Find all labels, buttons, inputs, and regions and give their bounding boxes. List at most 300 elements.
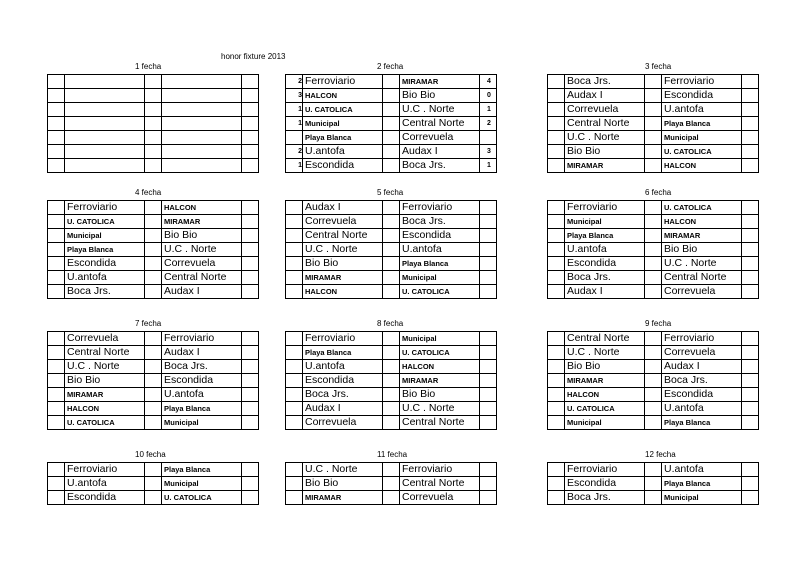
away-team: Municipal — [162, 477, 242, 491]
score-cell — [242, 491, 259, 505]
home-team: Bio Bio — [303, 477, 383, 491]
score-cell — [145, 75, 162, 89]
score-cell — [48, 271, 65, 285]
score-cell — [145, 103, 162, 117]
score-cell — [145, 257, 162, 271]
table-row — [48, 131, 259, 145]
table-row — [48, 332, 259, 346]
score-cell — [548, 229, 565, 243]
home-score: 3 — [286, 89, 303, 103]
score-cell — [645, 257, 662, 271]
table-row — [48, 159, 259, 173]
home-team: Escondida — [565, 477, 645, 491]
home-team: Boca Jrs. — [565, 75, 645, 89]
home-team: U.C . Norte — [303, 243, 383, 257]
score-cell — [286, 402, 303, 416]
score-cell — [645, 131, 662, 145]
score-cell — [645, 360, 662, 374]
home-team: U. CATOLICA — [65, 215, 145, 229]
home-team — [65, 89, 145, 103]
table-row — [48, 374, 259, 388]
score-cell — [286, 416, 303, 430]
score-cell — [242, 243, 259, 257]
spacer-cell — [383, 131, 400, 145]
score-cell — [242, 75, 259, 89]
table-row — [286, 89, 497, 103]
table-row — [548, 75, 759, 89]
table-row — [286, 360, 497, 374]
score-cell — [548, 159, 565, 173]
score-cell — [742, 477, 759, 491]
away-team: Central Norte — [400, 416, 480, 430]
score-cell — [48, 332, 65, 346]
table-row — [286, 388, 497, 402]
table-row — [48, 491, 259, 505]
away-team: Ferroviario — [400, 463, 480, 477]
score-cell — [48, 360, 65, 374]
score-cell — [48, 477, 65, 491]
home-team: Correvuela — [303, 416, 383, 430]
score-cell — [48, 374, 65, 388]
score-cell — [645, 75, 662, 89]
score-cell — [48, 89, 65, 103]
score-cell — [145, 477, 162, 491]
score-cell — [242, 131, 259, 145]
away-team: U.antofa — [400, 243, 480, 257]
table-row — [548, 243, 759, 257]
score-cell — [48, 159, 65, 173]
home-team — [65, 159, 145, 173]
home-team: Escondida — [303, 159, 383, 173]
score-cell — [48, 229, 65, 243]
table-row — [48, 145, 259, 159]
score-cell — [480, 271, 497, 285]
score-cell — [548, 346, 565, 360]
home-team: Audax I — [565, 89, 645, 103]
home-team: Bio Bio — [565, 145, 645, 159]
away-team — [162, 89, 242, 103]
table-row — [548, 159, 759, 173]
table-row — [548, 229, 759, 243]
table-row — [48, 215, 259, 229]
away-team: HALCON — [662, 215, 742, 229]
home-team: Bio Bio — [565, 360, 645, 374]
away-team: U. CATOLICA — [400, 285, 480, 299]
fixture-table — [47, 462, 259, 505]
score-cell — [242, 89, 259, 103]
home-team: U.C . Norte — [565, 131, 645, 145]
fecha-label: 7 fecha — [135, 319, 162, 328]
score-cell — [48, 117, 65, 131]
score-cell — [145, 416, 162, 430]
score-cell — [383, 416, 400, 430]
score-cell — [548, 145, 565, 159]
score-cell — [548, 271, 565, 285]
fecha-label: 11 fecha — [377, 450, 408, 459]
fixture-table — [285, 200, 497, 299]
score-cell — [645, 145, 662, 159]
score-cell — [383, 285, 400, 299]
home-team: U. CATOLICA — [565, 402, 645, 416]
home-team: Playa Blanca — [303, 131, 383, 145]
score-cell — [548, 477, 565, 491]
spacer-cell — [383, 75, 400, 89]
score-cell — [548, 131, 565, 145]
home-team: Bio Bio — [303, 257, 383, 271]
away-team: Correvuela — [662, 285, 742, 299]
score-cell — [480, 229, 497, 243]
away-team: Playa Blanca — [162, 463, 242, 477]
score-cell — [742, 131, 759, 145]
fecha-label: 2 fecha — [377, 62, 404, 71]
score-cell — [145, 131, 162, 145]
home-team — [65, 75, 145, 89]
home-team: Audax I — [565, 285, 645, 299]
home-team: Escondida — [65, 491, 145, 505]
score-cell — [742, 388, 759, 402]
table-row — [548, 257, 759, 271]
score-cell — [242, 215, 259, 229]
home-team: Bio Bio — [65, 374, 145, 388]
score-cell — [645, 491, 662, 505]
spacer-cell — [383, 89, 400, 103]
score-cell — [645, 388, 662, 402]
table-row — [548, 402, 759, 416]
table-row — [548, 332, 759, 346]
score-cell — [742, 103, 759, 117]
table-row — [48, 201, 259, 215]
score-cell — [742, 89, 759, 103]
score-cell — [548, 75, 565, 89]
fecha-block — [47, 62, 259, 173]
table-row — [48, 257, 259, 271]
home-score: 2 — [286, 145, 303, 159]
fecha-label: 3 fecha — [645, 62, 672, 71]
home-team: Ferroviario — [565, 463, 645, 477]
score-cell — [548, 285, 565, 299]
score-cell — [645, 215, 662, 229]
home-team: MIRAMAR — [303, 271, 383, 285]
score-cell — [48, 201, 65, 215]
away-score: 2 — [480, 117, 497, 131]
home-team: HALCON — [303, 285, 383, 299]
fixture-table — [285, 462, 497, 505]
score-cell — [645, 229, 662, 243]
table-row — [548, 388, 759, 402]
score-cell — [548, 201, 565, 215]
home-team: Boca Jrs. — [303, 388, 383, 402]
score-cell — [742, 285, 759, 299]
score-cell — [145, 145, 162, 159]
score-cell — [48, 75, 65, 89]
fixture-table — [547, 74, 759, 173]
score-cell — [742, 229, 759, 243]
away-team: Boca Jrs. — [400, 215, 480, 229]
table-row — [48, 285, 259, 299]
away-team — [162, 145, 242, 159]
score-cell — [383, 201, 400, 215]
score-cell — [480, 402, 497, 416]
score-cell — [548, 243, 565, 257]
away-team: Audax I — [400, 145, 480, 159]
away-team: Ferroviario — [400, 201, 480, 215]
away-team: U.antofa — [662, 103, 742, 117]
table-row — [48, 229, 259, 243]
table-row — [48, 75, 259, 89]
home-team: Central Norte — [565, 332, 645, 346]
away-team: Boca Jrs. — [662, 374, 742, 388]
score-cell — [383, 463, 400, 477]
table-row — [286, 374, 497, 388]
home-team: U.antofa — [303, 360, 383, 374]
home-team: HALCON — [65, 402, 145, 416]
away-score: 4 — [480, 75, 497, 89]
away-team: MIRAMAR — [400, 75, 480, 89]
home-team: U.antofa — [65, 271, 145, 285]
score-cell — [742, 271, 759, 285]
away-team: Bio Bio — [400, 89, 480, 103]
home-team: Audax I — [303, 201, 383, 215]
table-row — [286, 463, 497, 477]
score-cell — [645, 346, 662, 360]
away-team: MIRAMAR — [662, 229, 742, 243]
away-team: U.antofa — [662, 402, 742, 416]
table-row — [48, 388, 259, 402]
away-team: HALCON — [162, 201, 242, 215]
score-cell — [480, 416, 497, 430]
score-cell — [480, 388, 497, 402]
score-cell — [145, 402, 162, 416]
home-team: Boca Jrs. — [565, 271, 645, 285]
away-team: HALCON — [400, 360, 480, 374]
score-cell — [383, 257, 400, 271]
score-cell — [480, 332, 497, 346]
fixture-table — [547, 462, 759, 505]
fecha-block — [47, 188, 259, 299]
fixture-table — [285, 74, 497, 173]
table-row — [286, 477, 497, 491]
score-cell — [286, 346, 303, 360]
score-cell — [286, 285, 303, 299]
away-team: Ferroviario — [662, 75, 742, 89]
score-cell — [645, 332, 662, 346]
home-team: Ferroviario — [565, 201, 645, 215]
fixture-table — [47, 74, 259, 173]
table-row — [548, 89, 759, 103]
score-cell — [480, 463, 497, 477]
score-cell — [645, 271, 662, 285]
fecha-block — [47, 319, 259, 430]
away-team — [162, 131, 242, 145]
away-team: Boca Jrs. — [162, 360, 242, 374]
away-team: Central Norte — [400, 477, 480, 491]
score-cell — [645, 103, 662, 117]
score-cell — [548, 103, 565, 117]
table-row — [286, 215, 497, 229]
home-team: Correvuela — [565, 103, 645, 117]
away-team: Escondida — [662, 89, 742, 103]
away-team: Escondida — [400, 229, 480, 243]
away-team: U.C . Norte — [662, 257, 742, 271]
score-cell — [548, 388, 565, 402]
away-team: HALCON — [662, 159, 742, 173]
score-cell — [48, 346, 65, 360]
score-cell — [242, 360, 259, 374]
score-cell — [242, 117, 259, 131]
score-cell — [48, 215, 65, 229]
score-cell — [48, 463, 65, 477]
away-team: U.C . Norte — [400, 103, 480, 117]
table-row — [548, 477, 759, 491]
fixture-table — [47, 331, 259, 430]
score-cell — [286, 374, 303, 388]
away-team: Boca Jrs. — [400, 159, 480, 173]
home-team: Ferroviario — [65, 201, 145, 215]
table-row — [548, 103, 759, 117]
score-cell — [742, 201, 759, 215]
away-score — [480, 131, 497, 145]
table-row — [548, 491, 759, 505]
score-cell — [242, 201, 259, 215]
away-team: Audax I — [162, 285, 242, 299]
table-row — [48, 89, 259, 103]
score-cell — [145, 346, 162, 360]
away-team: U. CATOLICA — [662, 201, 742, 215]
away-team: Playa Blanca — [662, 117, 742, 131]
score-cell — [383, 374, 400, 388]
table-row — [548, 416, 759, 430]
fecha-label: 10 fecha — [135, 450, 166, 459]
score-cell — [742, 243, 759, 257]
away-team: Municipal — [662, 491, 742, 505]
score-cell — [383, 477, 400, 491]
score-cell — [286, 360, 303, 374]
score-cell — [742, 117, 759, 131]
away-team: Playa Blanca — [162, 402, 242, 416]
home-team: U.antofa — [303, 145, 383, 159]
away-team: Correvuela — [662, 346, 742, 360]
score-cell — [286, 229, 303, 243]
home-team: Correvuela — [65, 332, 145, 346]
score-cell — [742, 374, 759, 388]
table-row — [286, 103, 497, 117]
table-row — [286, 243, 497, 257]
home-team: Municipal — [565, 416, 645, 430]
score-cell — [242, 257, 259, 271]
home-team: Ferroviario — [303, 332, 383, 346]
score-cell — [383, 243, 400, 257]
home-team: Municipal — [65, 229, 145, 243]
spacer-cell — [383, 145, 400, 159]
score-cell — [242, 374, 259, 388]
away-team: U. CATOLICA — [400, 346, 480, 360]
fixture-table — [547, 200, 759, 299]
away-team: Playa Blanca — [662, 416, 742, 430]
table-row — [286, 117, 497, 131]
score-cell — [742, 75, 759, 89]
away-team: Playa Blanca — [400, 257, 480, 271]
table-row — [48, 103, 259, 117]
score-cell — [145, 201, 162, 215]
away-team — [162, 75, 242, 89]
score-cell — [742, 463, 759, 477]
score-cell — [242, 145, 259, 159]
score-cell — [242, 416, 259, 430]
score-cell — [145, 388, 162, 402]
table-row — [48, 360, 259, 374]
table-row — [48, 402, 259, 416]
home-team: U.C . Norte — [65, 360, 145, 374]
table-row — [548, 285, 759, 299]
home-team: Escondida — [565, 257, 645, 271]
score-cell — [242, 477, 259, 491]
home-team: MIRAMAR — [565, 374, 645, 388]
fecha-label: 8 fecha — [377, 319, 404, 328]
away-team: MIRAMAR — [162, 215, 242, 229]
away-team: U. CATOLICA — [662, 145, 742, 159]
score-cell — [383, 229, 400, 243]
table-row — [286, 131, 497, 145]
score-cell — [383, 271, 400, 285]
fecha-block — [547, 188, 759, 299]
score-cell — [286, 332, 303, 346]
score-cell — [742, 360, 759, 374]
away-team — [162, 117, 242, 131]
home-team — [65, 131, 145, 145]
score-cell — [242, 402, 259, 416]
table-row — [548, 131, 759, 145]
home-team: MIRAMAR — [565, 159, 645, 173]
fecha-label: 6 fecha — [645, 188, 672, 197]
score-cell — [742, 145, 759, 159]
away-team: Correvuela — [400, 491, 480, 505]
home-score: 1 — [286, 159, 303, 173]
score-cell — [383, 388, 400, 402]
table-row — [48, 463, 259, 477]
home-team: HALCON — [565, 388, 645, 402]
home-team: Playa Blanca — [565, 229, 645, 243]
score-cell — [145, 215, 162, 229]
fecha-block — [547, 319, 759, 430]
page-title: honor fixture 2013 — [221, 52, 286, 61]
away-score: 1 — [480, 159, 497, 173]
table-row — [286, 145, 497, 159]
away-team: Ferroviario — [162, 332, 242, 346]
home-team: U.antofa — [65, 477, 145, 491]
table-row — [286, 257, 497, 271]
score-cell — [548, 374, 565, 388]
table-row — [548, 463, 759, 477]
score-cell — [645, 117, 662, 131]
home-team: Escondida — [303, 374, 383, 388]
score-cell — [48, 388, 65, 402]
score-cell — [480, 201, 497, 215]
score-cell — [548, 89, 565, 103]
away-team: U.C . Norte — [400, 402, 480, 416]
score-cell — [242, 332, 259, 346]
score-cell — [742, 332, 759, 346]
table-row — [286, 402, 497, 416]
score-cell — [242, 463, 259, 477]
score-cell — [242, 159, 259, 173]
table-row — [286, 229, 497, 243]
away-team: U.C . Norte — [162, 243, 242, 257]
home-team: U.C . Norte — [565, 346, 645, 360]
score-cell — [480, 374, 497, 388]
table-row — [48, 346, 259, 360]
score-cell — [742, 491, 759, 505]
away-team: Correvuela — [162, 257, 242, 271]
